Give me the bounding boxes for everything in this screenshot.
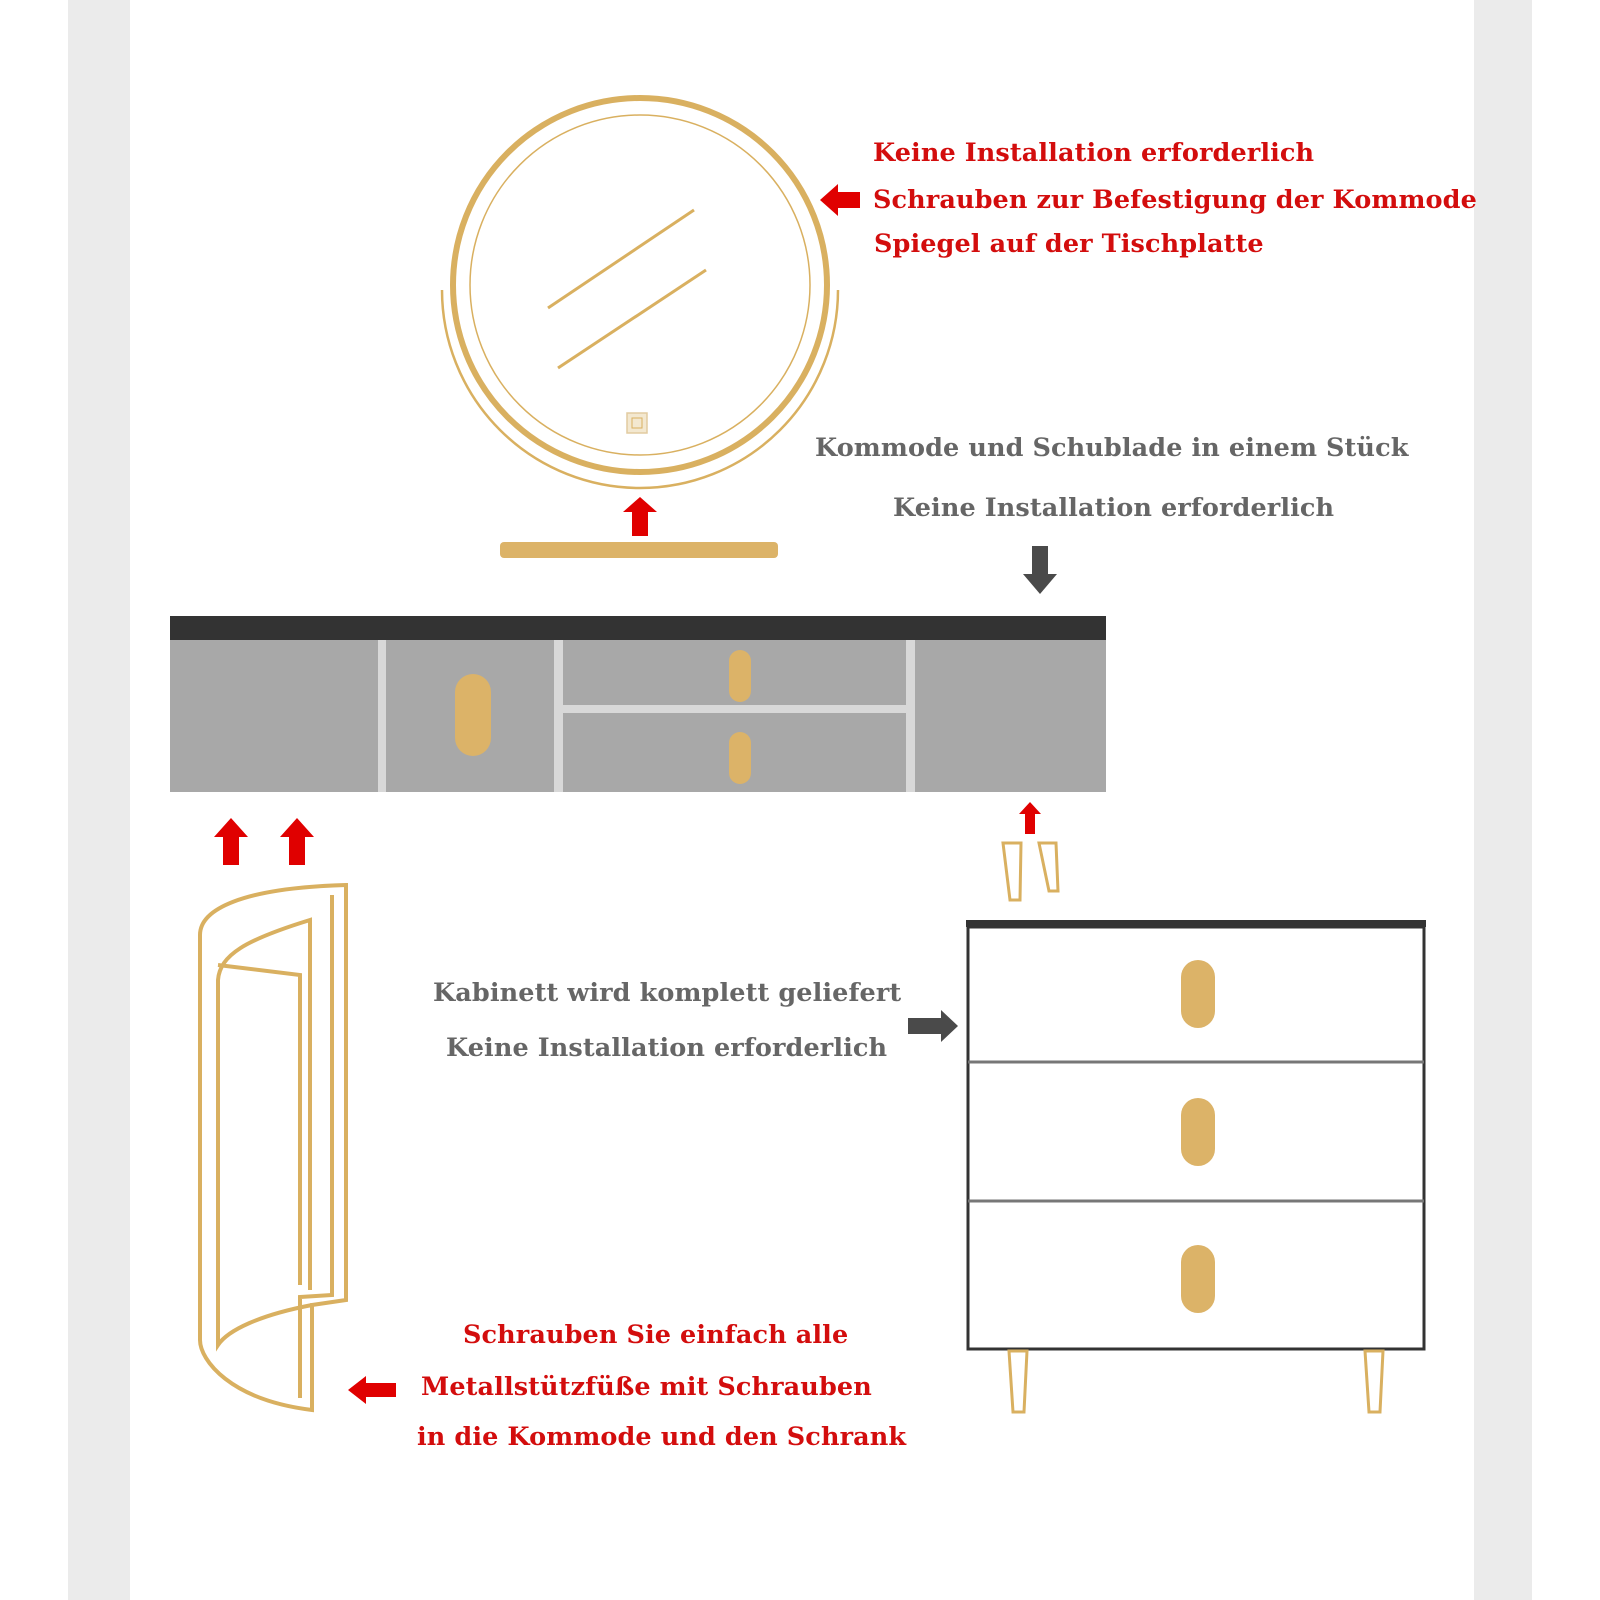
arrow-right-icon bbox=[908, 1010, 958, 1042]
arrow-up-icon bbox=[280, 818, 314, 865]
cabinet-drawer-handle bbox=[1181, 1245, 1215, 1313]
arrow-left-icon bbox=[820, 184, 860, 216]
mirror-note-3: Spiegel auf der Tischplatte bbox=[874, 229, 1264, 259]
arrow-up-icon bbox=[1019, 802, 1041, 834]
cabinet-leg bbox=[1365, 1351, 1383, 1412]
arrow-up-icon bbox=[623, 497, 657, 536]
dresser-countertop bbox=[170, 616, 1106, 640]
legs-note-3: in die Kommode und den Schrank bbox=[417, 1422, 907, 1452]
dresser-door-handle bbox=[455, 674, 491, 756]
cabinet-note-2: Keine Installation erforderlich bbox=[446, 1033, 888, 1063]
metal-foot bbox=[1003, 843, 1021, 900]
dresser-drawer-handle bbox=[729, 650, 751, 702]
cabinet bbox=[966, 920, 1426, 1412]
legs-note-2: Metallstützfüße mit Schrauben bbox=[421, 1372, 872, 1402]
mirror-note-1: Keine Installation erforderlich bbox=[873, 138, 1315, 168]
dresser-drawer-handle bbox=[729, 732, 751, 784]
touch-switch-icon bbox=[627, 413, 647, 433]
legs-note-1: Schrauben Sie einfach alle bbox=[463, 1320, 849, 1350]
mirror-base bbox=[500, 542, 778, 558]
dresser-note-1: Kommode und Schublade in einem Stück bbox=[815, 433, 1409, 463]
round-mirror bbox=[442, 98, 838, 488]
cabinet-leg bbox=[1009, 1351, 1027, 1412]
cabinet-drawer-handle bbox=[1181, 1098, 1215, 1166]
arrow-down-icon bbox=[1023, 546, 1057, 594]
dresser-note-2: Keine Installation erforderlich bbox=[893, 493, 1335, 523]
arrow-up-icon bbox=[214, 818, 248, 865]
cabinet-note-1: Kabinett wird komplett geliefert bbox=[433, 978, 902, 1008]
arrow-left-icon bbox=[348, 1376, 396, 1404]
curved-side-panel bbox=[200, 885, 346, 1410]
metal-foot bbox=[1039, 843, 1058, 891]
mirror-note-2: Schrauben zur Befestigung der Kommode bbox=[873, 185, 1477, 215]
dresser bbox=[170, 616, 1106, 792]
cabinet-drawer-handle bbox=[1181, 960, 1215, 1028]
